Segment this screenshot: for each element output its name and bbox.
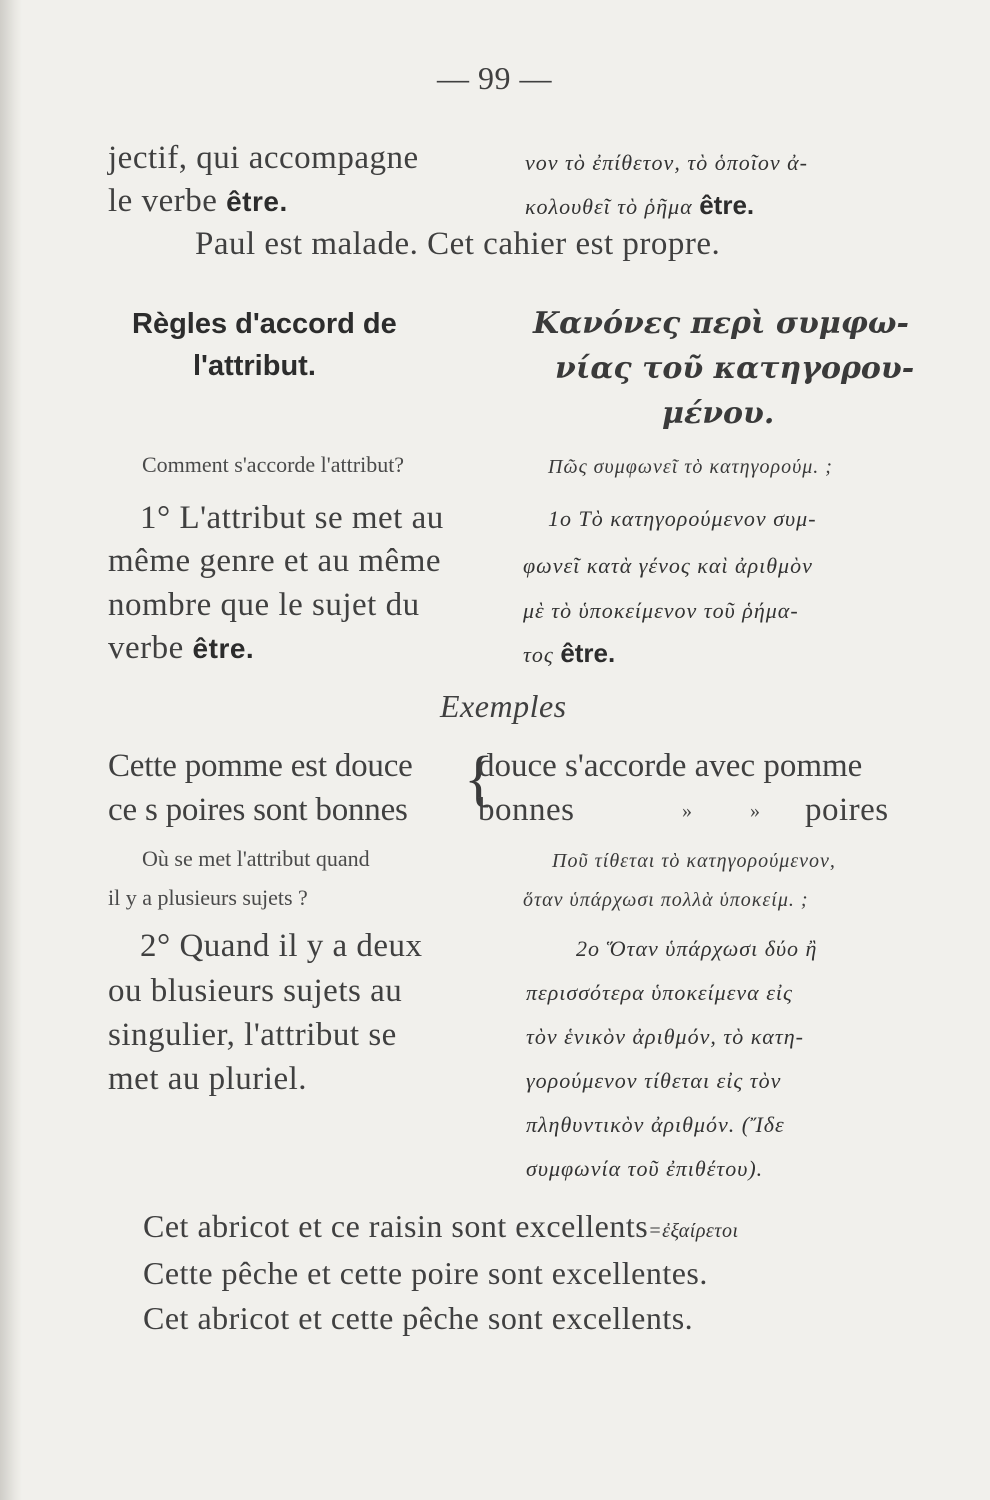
rule1-gr-line4-text: τος	[523, 642, 561, 667]
rule1-fr-line1: 1° L'attribut se met au	[140, 500, 444, 536]
rule2-gr-line5: πληθυντικὸν ἀριθμόν. (Ἴδε	[526, 1112, 785, 1137]
rule1-fr-etre: être.	[192, 633, 255, 664]
rule2-fr-line4: met au pluriel.	[108, 1061, 308, 1097]
final-example-line3: Cet abricot et cette pêche sont excellents.	[143, 1300, 694, 1336]
intro-fr-line1: jectif, qui accompagne	[108, 140, 419, 176]
rule1-fr-line2: même genre et au même	[108, 543, 442, 579]
rule2-gr-line3: τὸν ἑνικὸν ἀριθμόν, τὸ κατη-	[526, 1024, 804, 1049]
final-example-line1	[143, 1208, 739, 1245]
intro-gr-etre: être.	[699, 190, 755, 220]
rule2-gr-line6: συμφωνία τοῦ ἐπιθέτου).	[526, 1156, 764, 1181]
page-binding-edge	[0, 0, 22, 1500]
intro-gr-line2	[525, 190, 754, 221]
page-number: — 99 —	[437, 60, 552, 96]
brace-icon: {	[464, 745, 494, 813]
heading-gr-line1: Κανόνες περὶ συμφω-	[533, 306, 909, 341]
intro-gr-line1: νον τὸ ἐπίθετον, τὸ ὁποῖον ἀ-	[525, 150, 808, 175]
intro-example: Paul est malade. Cet cahier est propre.	[195, 226, 721, 262]
rule1-gr-line3: μὲ τὸ ὑποκείμενον τοῦ ῥήμα-	[523, 598, 799, 623]
example-right1: douce s'accorde avec pomme	[478, 748, 863, 784]
heading-fr-line2: l'attribut.	[193, 350, 316, 382]
intro-fr-line2-text: le verbe	[108, 183, 227, 219]
rule2-fr-line2: ou blusieurs sujets au	[108, 973, 403, 1009]
heading-gr-line3: μένου.	[662, 396, 775, 431]
ditto-mark-1: »	[682, 800, 692, 822]
example-right2-word: bonnes	[478, 792, 575, 828]
rule1-fr-line4	[108, 630, 254, 667]
rule1-fr-line3: nombre que le sujet du	[108, 587, 420, 623]
heading-fr-line1: Règles d'accord de	[132, 308, 397, 340]
example-right2-end: poires	[805, 792, 889, 828]
rule2-gr-line1: 2ο Ὅταν ὑπάρχωσι δύο ἢ	[576, 936, 818, 961]
heading-gr-line2: νίας τοῦ κατηγορου-	[555, 351, 915, 386]
rule2-gr-line2: περισσότερα ὑποκείμενα εἰς	[526, 980, 793, 1005]
example-left1: Cette pomme est douce	[108, 748, 413, 784]
rule1-gr-line2: φωνεῖ κατὰ γένος καὶ ἀριθμὸν	[523, 553, 813, 578]
final-example-line1-gr: =ἐξαίρετοι	[648, 1220, 739, 1242]
intro-fr-etre: être.	[226, 186, 288, 217]
question2-gr-line1: Ποῦ τίθεται τὸ κατηγορούμενον,	[552, 850, 836, 872]
final-example-line1-text: Cet abricot et ce raisin sont excellents	[143, 1208, 649, 1244]
question2-fr-line2: il y a plusieurs sujets ?	[108, 885, 308, 910]
rule1-gr-etre: être.	[560, 638, 616, 668]
rule2-gr-line4: γορούμενον τίθεται εἰς τὸν	[526, 1068, 782, 1093]
question2-gr-line2: ὅταν ὑπάρχωσι πολλὰ ὑποκείμ. ;	[523, 889, 809, 911]
examples-title: Exemples	[440, 688, 567, 724]
question1-gr: Πῶς συμφωνεῖ τὸ κατηγορούμ. ;	[548, 456, 833, 478]
intro-fr-line2	[108, 183, 288, 220]
rule2-fr-line3: singulier, l'attribut se	[108, 1017, 397, 1053]
example-left2: ce s poires sont bonnes	[108, 792, 408, 828]
final-example-line2: Cette pêche et cette poire sont excellentes.	[143, 1255, 708, 1291]
question1-fr: Comment s'accorde l'attribut?	[142, 452, 405, 477]
ditto-mark-2: »	[750, 800, 760, 822]
rule1-gr-line4	[523, 638, 615, 669]
rule2-fr-line1: 2° Quand il y a deux	[140, 928, 423, 964]
intro-gr-line2-text: κολουθεῖ τὸ ῥῆμα	[525, 194, 700, 219]
question2-fr-line1: Où se met l'attribut quand	[142, 846, 370, 871]
rule1-gr-line1: 1ο Τὸ κατηγορούμενον συμ-	[548, 506, 817, 531]
rule1-fr-line4-text: verbe	[108, 630, 193, 666]
